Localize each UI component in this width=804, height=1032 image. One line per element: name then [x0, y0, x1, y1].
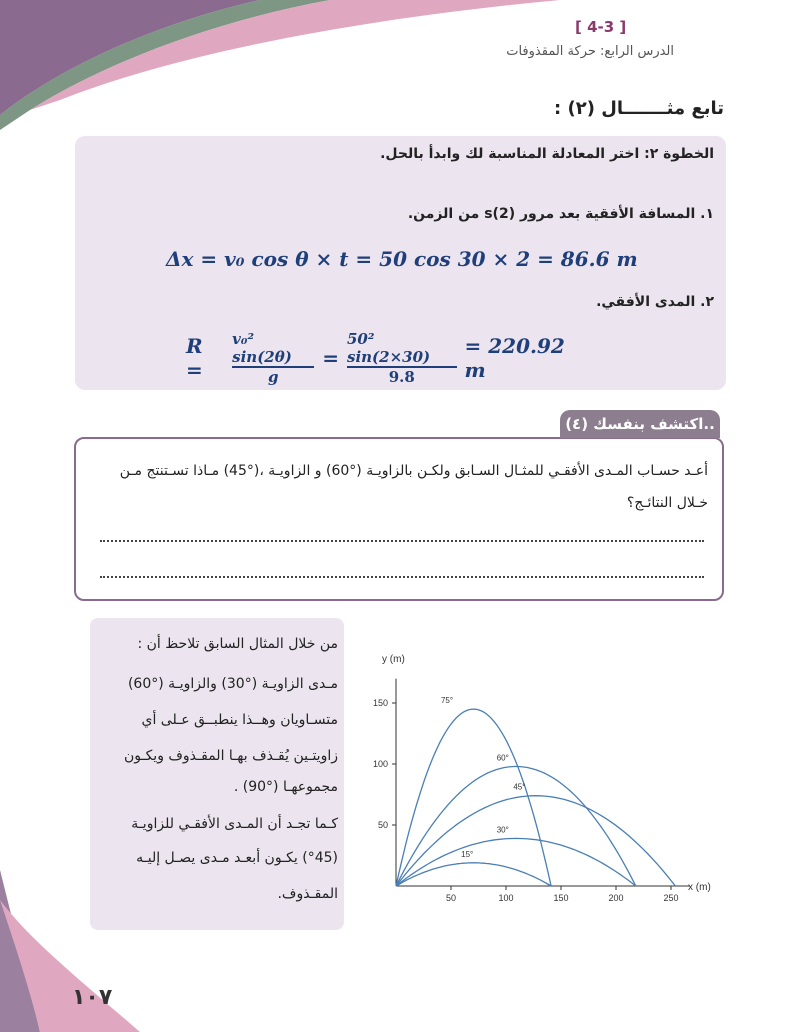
series-label-15: 15° [461, 849, 474, 859]
fraction-1-numerator: v₀² sin(2θ) [232, 330, 292, 366]
trajectory-chart [360, 640, 730, 910]
answer-line-1[interactable] [100, 540, 704, 542]
note-line-6: كـما تجـد أن المـدى الأفقـي للزاويـة [131, 816, 338, 832]
answer-line-2[interactable] [100, 576, 704, 578]
x-axis-label: x (m) [688, 882, 711, 893]
fraction-2-denominator: 9.8 [388, 368, 415, 386]
fraction-1 [232, 330, 314, 386]
series-label-60: 60° [496, 753, 509, 763]
note-box [90, 618, 344, 930]
lesson-code: [ 4-3 ] [575, 18, 627, 36]
fraction-1-denominator: g [267, 368, 279, 386]
step-item-2: ٢. المدى الأفقي. [596, 294, 714, 310]
explore-question-line-1: أعـد حسـاب المـدى الأفقـي للمثـال السـابق ولكـن بالزاويـة (°60) و الزاويـة ،(°45) مـاذا تسـتنتج مـن [119, 463, 708, 479]
equation-range [186, 330, 586, 386]
step-title: الخطوة ٢: اختر المعادلة المناسبة لك وابدأ بالحل. [380, 146, 714, 162]
x-tick-label: 250 [663, 893, 679, 903]
x-tick-label: 100 [498, 893, 514, 903]
trajectory-75 [396, 709, 551, 886]
step-item-1: ١. المسافة الأفقية بعد مرور s(2) من الزمن. [407, 206, 714, 222]
series-label-75: 75° [440, 696, 454, 706]
eq-equals: = [322, 346, 339, 370]
note-line-8: المقـذوف. [277, 886, 338, 902]
y-axis-label: y (m) [382, 654, 405, 665]
fraction-2 [347, 330, 457, 386]
x-tick-label: 200 [608, 893, 624, 903]
explore-question-line-2: خـلال النتائـج؟ [626, 495, 708, 511]
eq-lhs: R = [186, 334, 203, 382]
series-label-30: 30° [496, 825, 509, 835]
chart-curves [396, 696, 675, 886]
y-tick-label: 50 [377, 820, 388, 830]
x-tick-label: 50 [445, 893, 457, 903]
note-line-3: متسـاويان وهــذا ينطبــق عـلى أي [141, 712, 338, 728]
trajectory-45 [396, 796, 675, 886]
series-label-45: 45° [513, 782, 526, 792]
lesson-title: الدرس الرابع: حركة المقذوفات [506, 44, 674, 59]
note-line-7: (°45) يكـون أبعـد مـدى يصـل إليـه [136, 850, 338, 866]
note-line-1: من خلال المثال السابق تلاحظ أن : [137, 636, 338, 652]
x-tick-label: 150 [553, 893, 569, 903]
trajectory-15 [396, 863, 551, 886]
fraction-2-numerator: 50² sin(2×30) [347, 330, 431, 366]
note-line-4: زاويتـين يُقـذف بهـا المقـذوف ويكـون [123, 748, 338, 764]
y-tick-label: 150 [372, 698, 388, 708]
eq-result: = 220.92 m [464, 334, 565, 382]
note-line-2: مـدى الزاويـة (°30) والزاويـة (°60) [127, 676, 338, 692]
section-title: تابع مثـــــــال (٢) : [554, 98, 724, 119]
note-line-5: مجموعهـا (°90) . [233, 779, 338, 795]
explore-tab: اكتشف بنفسك (٤).. [560, 410, 720, 438]
top-corner-decoration [0, 0, 804, 140]
page-number: ١٠٧ [72, 985, 113, 1010]
equation-horizontal-distance: Δx = v₀ cos θ × t = 50 cos 30 × 2 = 86.6 m [166, 247, 638, 271]
y-tick-label: 100 [372, 759, 388, 769]
